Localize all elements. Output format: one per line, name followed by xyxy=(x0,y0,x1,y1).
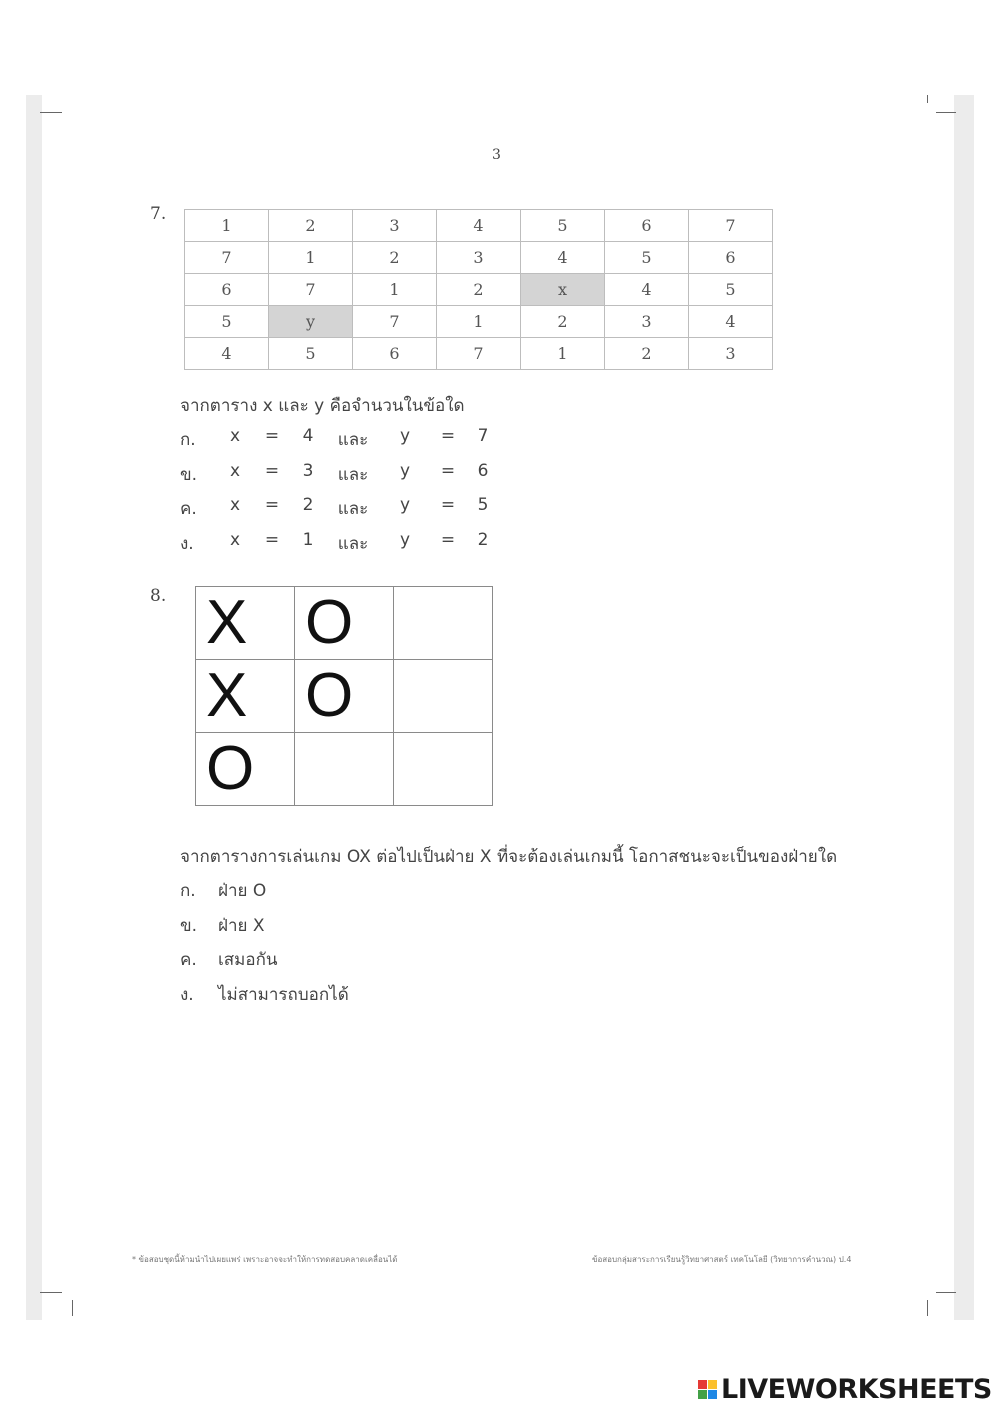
option-token-eq1: = xyxy=(264,460,280,481)
ox-game-board xyxy=(195,586,493,806)
grid-cell: 2 xyxy=(521,306,605,338)
option-label: ข. xyxy=(180,464,198,485)
question-8-option[interactable] xyxy=(180,981,349,1008)
board-cell-empty xyxy=(394,733,493,806)
brand-logo-square xyxy=(708,1380,717,1389)
board-row xyxy=(196,660,493,733)
option-token-x: x xyxy=(229,529,241,550)
crop-mark xyxy=(72,1300,73,1316)
option-token-yv: 2 xyxy=(477,529,489,550)
grid-cell: 6 xyxy=(605,210,689,242)
option-label: ก. xyxy=(180,881,196,901)
board-cell-o: O xyxy=(196,733,295,806)
option-label: ค. xyxy=(180,950,197,970)
brand-logo-square xyxy=(698,1380,707,1389)
option-token-eq2: = xyxy=(440,495,456,515)
board-cell-empty xyxy=(394,660,493,733)
option-token-xv: 4 xyxy=(302,426,314,446)
option-text: เสมอกัน xyxy=(218,950,278,970)
grid-cell: 3 xyxy=(353,210,437,242)
board-cell-o: O xyxy=(295,660,394,733)
option-text: ฝ่าย O xyxy=(218,881,267,901)
board-cell-empty xyxy=(394,587,493,660)
option-token-eq2: = xyxy=(440,529,456,550)
crop-mark xyxy=(927,1300,928,1316)
option-token-and: และ xyxy=(337,499,369,519)
grid-cell: 3 xyxy=(437,242,521,274)
option-token-x: x xyxy=(229,426,241,446)
crop-mark xyxy=(936,1292,956,1293)
option-token-and: และ xyxy=(337,464,369,485)
grid-row xyxy=(185,242,773,274)
option-token-and: และ xyxy=(337,430,369,450)
brand-logo-icon xyxy=(698,1380,717,1399)
grid-cell: 4 xyxy=(185,338,269,370)
grid-cell: 7 xyxy=(353,306,437,338)
option-label: ข. xyxy=(180,915,198,936)
brand-logo-square xyxy=(708,1390,717,1399)
grid-cell: 4 xyxy=(605,274,689,306)
grid-cell: 1 xyxy=(185,210,269,242)
option-token-yv: 5 xyxy=(477,495,489,515)
question-8-option[interactable] xyxy=(180,946,278,973)
grid-cell-unknown-y: y xyxy=(269,306,353,338)
grid-cell: 2 xyxy=(353,242,437,274)
question-8-option[interactable] xyxy=(180,877,266,904)
grid-cell: 1 xyxy=(521,338,605,370)
question-7-number: 7. xyxy=(150,204,167,224)
board-row xyxy=(196,733,493,806)
question-7-option[interactable] xyxy=(180,530,498,557)
option-label: ก. xyxy=(180,430,196,450)
option-token-yv: 6 xyxy=(477,460,489,481)
question-7-option[interactable] xyxy=(180,495,498,522)
grid-cell: 1 xyxy=(269,242,353,274)
board-cell-x: X xyxy=(196,587,295,660)
page-number: 3 xyxy=(492,147,501,163)
option-token-xv: 2 xyxy=(302,495,314,515)
grid-cell: 4 xyxy=(689,306,773,338)
grid-cell: 5 xyxy=(521,210,605,242)
option-label: ค. xyxy=(180,499,197,519)
option-token-y: y xyxy=(399,460,411,481)
grid-cell: 7 xyxy=(185,242,269,274)
option-token-y: y xyxy=(399,426,411,446)
footer-left-note: * ข้อสอบชุดนี้ห้ามนำไปเผยแพร่ เพราะอาจจะทำให้การทดสอบคลาดเคลื่อนได้ xyxy=(132,1255,398,1264)
number-grid-table xyxy=(184,209,773,370)
grid-row xyxy=(185,306,773,338)
board-cell-empty xyxy=(295,733,394,806)
question-8-option[interactable] xyxy=(180,912,265,939)
grid-cell-unknown-x: x xyxy=(521,274,605,306)
grid-cell: 2 xyxy=(269,210,353,242)
option-label: ง. xyxy=(180,984,194,1005)
footer-right-note: ข้อสอบกลุ่มสาระการเรียนรู้วิทยาศาสตร์ เทคโนโลยี (วิทยาการคำนวณ) ป.4 xyxy=(592,1255,852,1264)
option-token-y: y xyxy=(399,529,411,550)
option-text: ไม่สามารถบอกได้ xyxy=(218,984,349,1005)
question-7-option[interactable] xyxy=(180,426,498,453)
grid-cell: 7 xyxy=(269,274,353,306)
crop-mark xyxy=(936,112,956,113)
option-token-x: x xyxy=(229,495,241,515)
crop-mark xyxy=(40,112,62,113)
grid-cell: 2 xyxy=(605,338,689,370)
option-token-y: y xyxy=(399,495,411,515)
option-token-yv: 7 xyxy=(477,426,489,446)
grid-row xyxy=(185,274,773,306)
option-token-eq1: = xyxy=(264,495,280,515)
grid-row xyxy=(185,210,773,242)
grid-cell: 5 xyxy=(689,274,773,306)
liveworksheets-brand xyxy=(698,1374,992,1405)
option-label: ง. xyxy=(180,533,194,554)
grid-cell: 5 xyxy=(269,338,353,370)
option-text: ฝ่าย X xyxy=(218,915,265,936)
grid-cell: 3 xyxy=(605,306,689,338)
grid-cell: 4 xyxy=(437,210,521,242)
board-cell-o: O xyxy=(295,587,394,660)
question-7-prompt: จากตาราง x และ y คือจำนวนในข้อใด xyxy=(180,396,465,416)
grid-cell: 6 xyxy=(689,242,773,274)
option-token-xv: 3 xyxy=(302,460,314,481)
option-token-xv: 1 xyxy=(302,529,314,550)
grid-cell: 7 xyxy=(689,210,773,242)
grid-cell: 1 xyxy=(353,274,437,306)
option-token-and: และ xyxy=(337,533,369,554)
grid-row xyxy=(185,338,773,370)
question-8-number: 8. xyxy=(150,586,167,606)
grid-cell: 6 xyxy=(185,274,269,306)
brand-logo-square xyxy=(698,1390,707,1399)
grid-cell: 3 xyxy=(689,338,773,370)
grid-cell: 1 xyxy=(437,306,521,338)
option-token-eq2: = xyxy=(440,460,456,481)
question-8-prompt: จากตารางการเล่นเกม OX ต่อไปเป็นฝ่าย X ที่จะต้องเล่นเกมนี้ โอกาสชนะจะเป็นของฝ่ายใด xyxy=(180,847,838,867)
board-cell-x: X xyxy=(196,660,295,733)
crop-mark xyxy=(40,1292,62,1293)
brand-name: LIVEWORKSHEETS xyxy=(721,1374,992,1405)
grid-cell: 5 xyxy=(605,242,689,274)
question-7-option[interactable] xyxy=(180,461,498,488)
option-token-eq2: = xyxy=(440,426,456,446)
option-token-x: x xyxy=(229,460,241,481)
option-token-eq1: = xyxy=(264,529,280,550)
grid-cell: 6 xyxy=(353,338,437,370)
board-row xyxy=(196,587,493,660)
grid-cell: 4 xyxy=(521,242,605,274)
grid-cell: 7 xyxy=(437,338,521,370)
crop-mark xyxy=(927,95,928,103)
grid-cell: 2 xyxy=(437,274,521,306)
option-token-eq1: = xyxy=(264,426,280,446)
grid-cell: 5 xyxy=(185,306,269,338)
